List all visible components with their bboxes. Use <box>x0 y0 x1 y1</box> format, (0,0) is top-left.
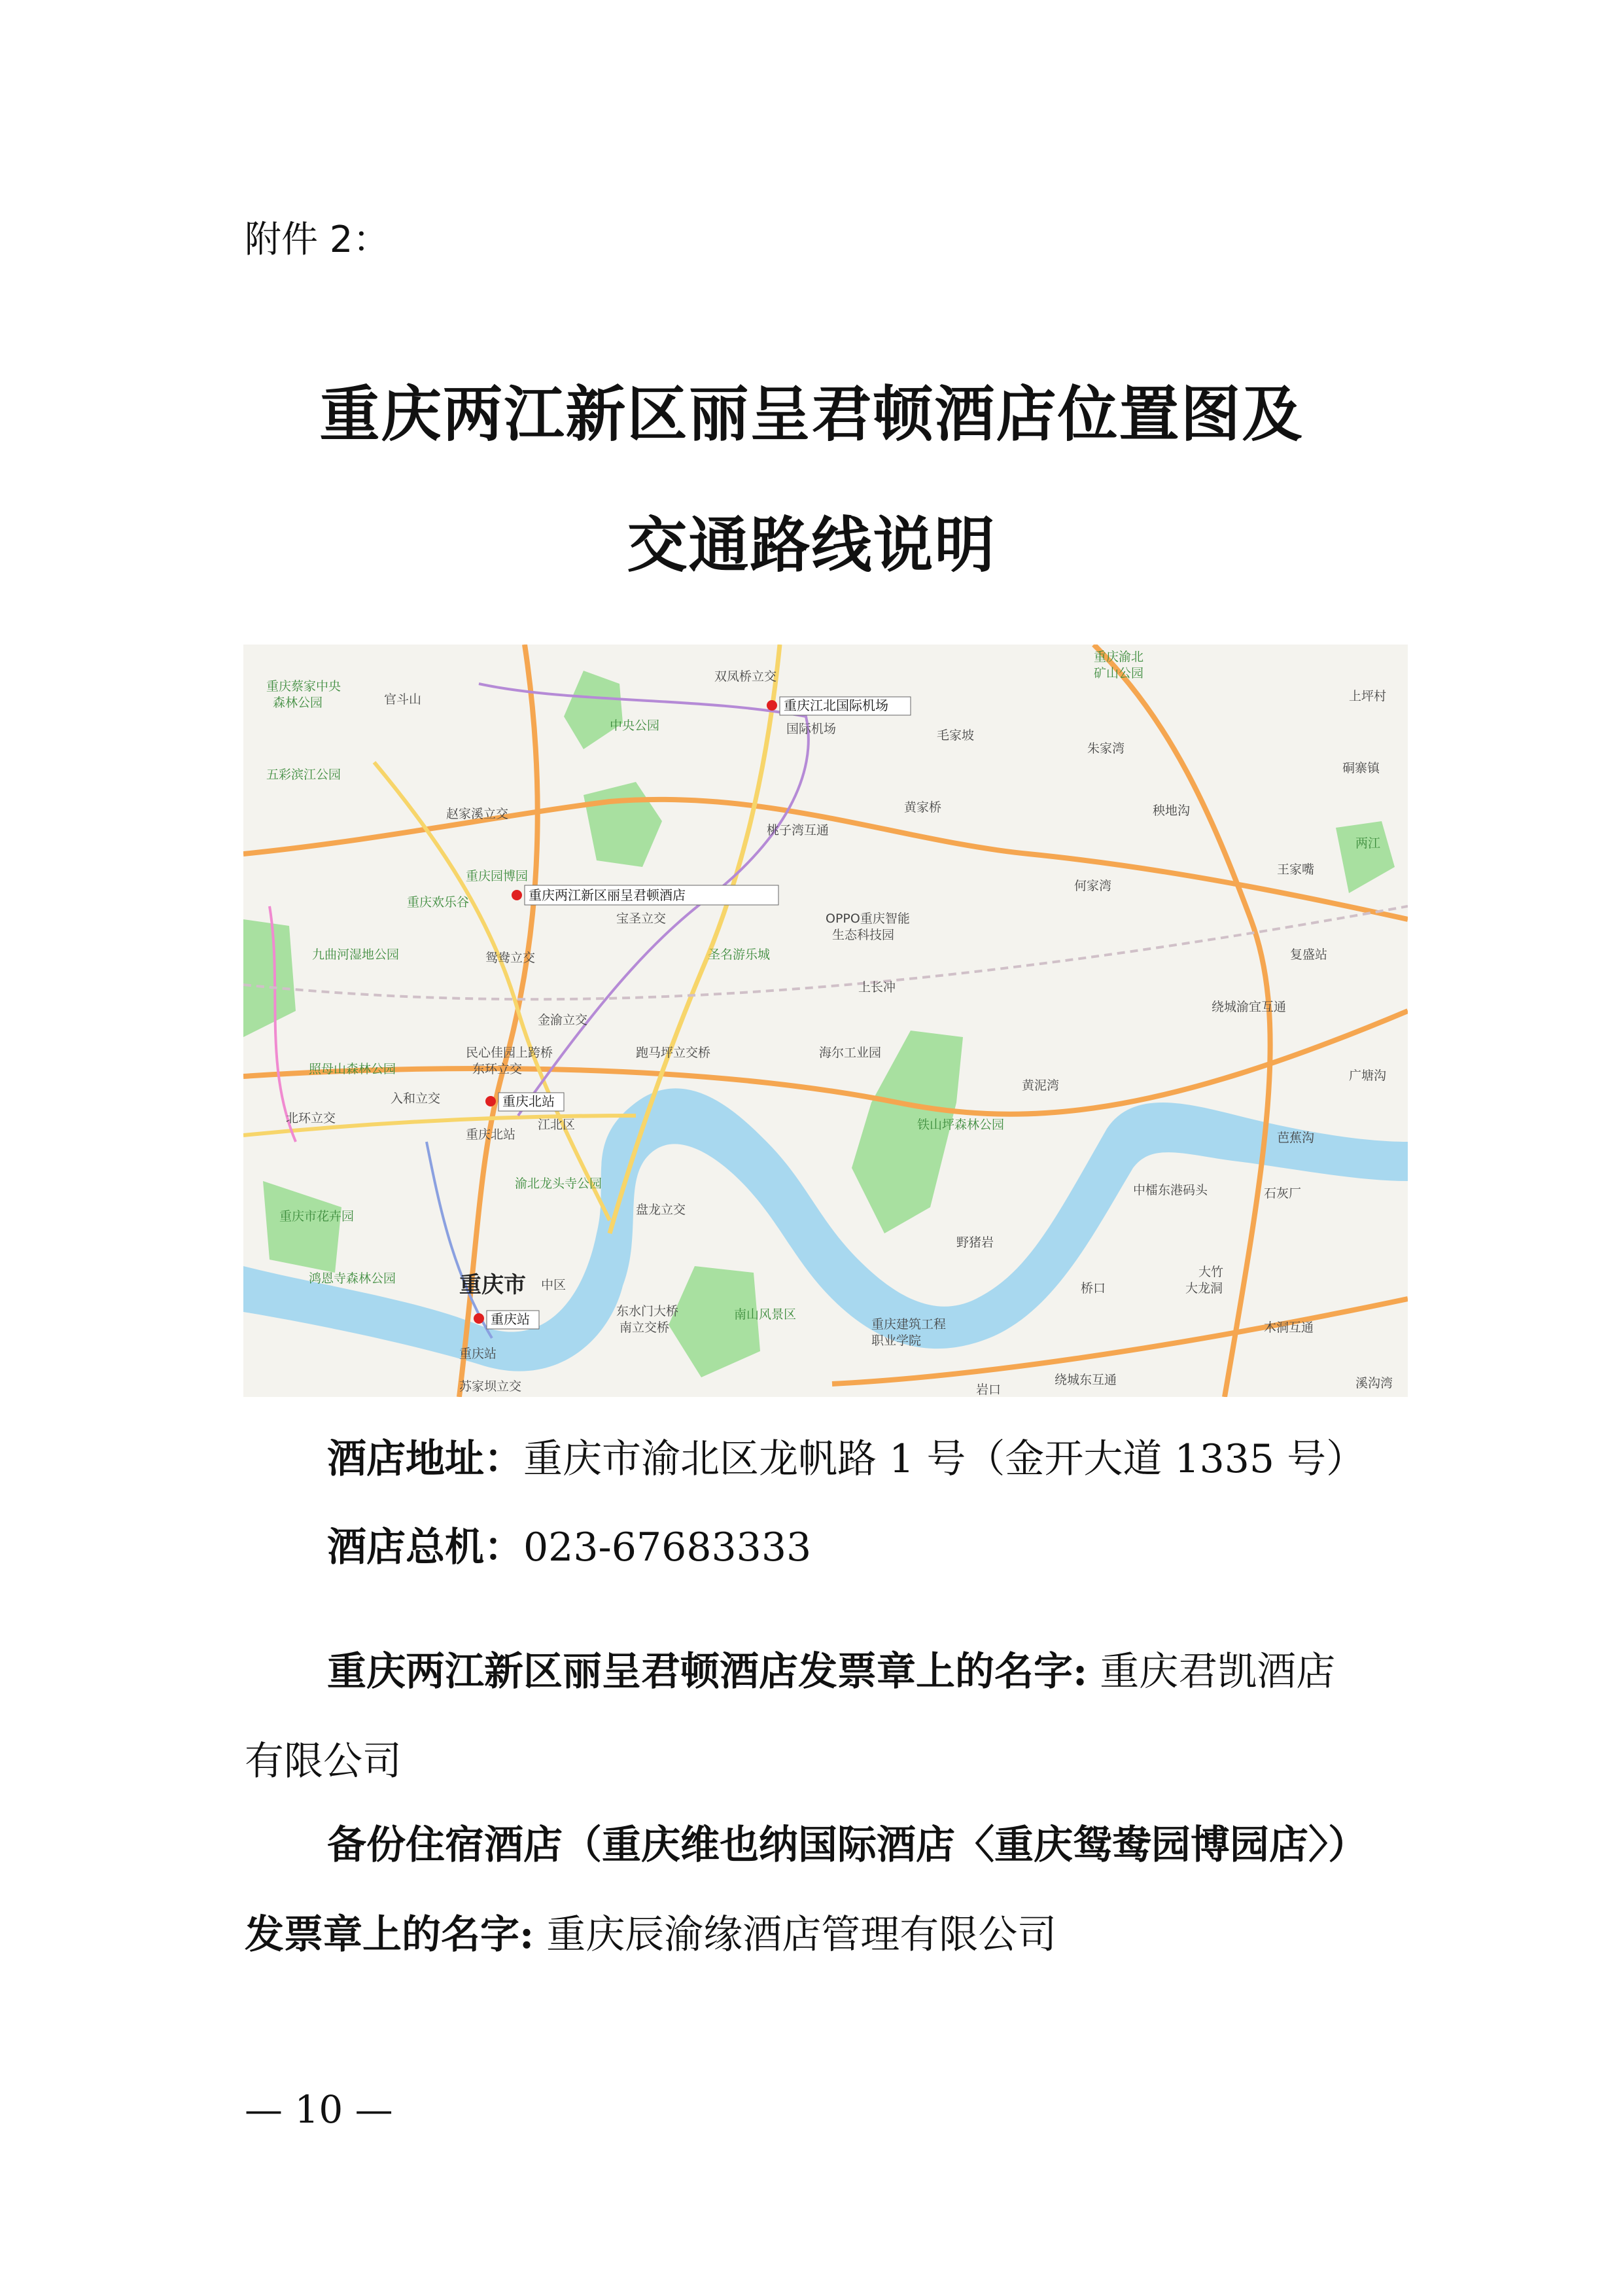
map-place-label: 木洞互通 <box>1264 1320 1314 1335</box>
map-place-label: 苏家坝立交 <box>459 1379 522 1394</box>
map-place-label: 黄家桥 <box>904 800 942 815</box>
map-place-label: 东环立交 <box>472 1062 523 1076</box>
backup-hotel-line: 备份住宿酒店（重庆维也纳国际酒店〈重庆鸳鸯园博园店〉） <box>327 1822 1367 1868</box>
invoice-line-cont: 有限公司 <box>245 1739 402 1784</box>
map-place-label: 重庆渝北 <box>1094 650 1144 664</box>
map-place-label: 圣名游乐城 <box>708 947 771 962</box>
map-place-label: 民心佳园上跨桥 <box>466 1046 553 1060</box>
map-place-label: 中央公园 <box>610 718 660 733</box>
map-place-label: 鸿恩寺森林公园 <box>309 1271 396 1286</box>
map-place-label: OPPO重庆智能 <box>826 911 910 926</box>
phone-line <box>327 1525 812 1570</box>
map-place-label: 南立交桥 <box>620 1320 670 1335</box>
map-place-label: 职业学院 <box>871 1333 922 1348</box>
map-place-label: 赵家溪立交 <box>446 807 509 821</box>
map-place-label: 海尔工业园 <box>819 1046 882 1060</box>
map-place-label: 大龙洞 <box>1185 1281 1223 1296</box>
map-place-label: 何家湾 <box>1074 879 1112 893</box>
map-place-label: 南山风景区 <box>734 1307 797 1322</box>
map-place-label: 宝圣立交 <box>616 911 667 926</box>
map-place-label: 大竹 <box>1198 1265 1224 1279</box>
backup-invoice-value: 重庆辰渝缘酒店管理有限公司 <box>534 1912 1057 1958</box>
map-place-label: 毛家坡 <box>937 728 975 743</box>
map-place-label: 野猪岩 <box>956 1235 994 1250</box>
airport-box-label: 重庆江北国际机场 <box>784 698 888 713</box>
map-place-label: 重庆欢乐谷 <box>407 895 470 910</box>
map-place-label: 东水门大桥 <box>616 1304 679 1318</box>
map-place-label: 五彩滨江公园 <box>266 768 341 782</box>
station-label: 重庆站 <box>491 1311 530 1327</box>
hotel-label: 重庆两江新区丽呈君顿酒店 <box>529 887 686 903</box>
address-label: 酒店地址： <box>327 1436 523 1482</box>
address-value: 重庆市渝北区龙帆路 1 号（金开大道 1335 号） <box>523 1436 1366 1482</box>
map-place-label: 复盛站 <box>1290 947 1328 962</box>
map-place-label: 北环立交 <box>286 1111 336 1125</box>
map-place-label: 矿山公园 <box>1094 666 1144 680</box>
city-label: 重庆市 <box>459 1272 526 1298</box>
map-place-label: 朱家湾 <box>1087 741 1125 756</box>
north-station-label: 重庆北站 <box>502 1093 555 1109</box>
page-number: — 10 — <box>245 2087 393 2132</box>
map-place-label: 重庆市花卉园 <box>279 1209 355 1224</box>
north-station-sublabel: 重庆北站 <box>466 1127 516 1142</box>
map-place-label: 硐寨镇 <box>1342 761 1380 775</box>
map-place-label: 中区 <box>541 1278 567 1292</box>
map-place-label: 重庆建筑工程 <box>871 1317 947 1332</box>
map-place-label: 盘龙立交 <box>636 1203 686 1217</box>
backup-invoice-label: 发票章上的名字: <box>245 1912 534 1958</box>
invoice-label: 重庆两江新区丽呈君顿酒店发票章上的名字: <box>327 1649 1088 1695</box>
map-place-label: 绕城东互通 <box>1055 1373 1117 1387</box>
phone-value: 023-67683333 <box>523 1525 812 1570</box>
map-place-label: 金渝立交 <box>538 1013 588 1027</box>
map-place-label: 渝北龙头寺公园 <box>515 1176 602 1191</box>
map-place-label: 秧地沟 <box>1153 804 1191 818</box>
map-place-label: 生态科技园 <box>832 928 895 942</box>
address-line <box>327 1436 1366 1482</box>
map-place-label: 溪沟湾 <box>1355 1376 1393 1390</box>
map-place-label: 桥口 <box>1081 1281 1106 1296</box>
map-place-label: 岩口 <box>976 1383 1002 1397</box>
map-place-label: 照母山森林公园 <box>309 1062 396 1076</box>
map-place-label: 跑马坪立交桥 <box>636 1046 711 1060</box>
backup-invoice-line <box>245 1912 1057 1958</box>
map-place-label: 上长冲 <box>858 980 896 995</box>
map-place-label: 中檑东港码头 <box>1133 1183 1208 1197</box>
map-place-label: 石灰厂 <box>1264 1186 1302 1201</box>
map-place-label: 王家嘴 <box>1277 862 1315 877</box>
phone-label: 酒店总机： <box>327 1525 523 1570</box>
map-place-label: 铁山坪森林公园 <box>917 1118 1005 1132</box>
invoice-value: 重庆君凯酒店 <box>1087 1649 1336 1695</box>
map-place-label: 江北区 <box>538 1118 576 1132</box>
attachment-label: 附件 2： <box>245 219 390 261</box>
map-place-label: 黄泥湾 <box>1022 1078 1060 1093</box>
map-place-label: 桃子湾互通 <box>767 823 829 838</box>
map-place-label: 入和立交 <box>391 1091 441 1106</box>
map-place-label: 九曲河湿地公园 <box>312 947 400 962</box>
map-place-label: 绕城渝宜互通 <box>1212 1000 1287 1014</box>
map-place-label: 双凤桥立交 <box>714 669 777 684</box>
map-place-label: 芭蕉沟 <box>1277 1131 1315 1145</box>
hotel-marker[interactable] <box>512 885 778 905</box>
map-place-label: 上坪村 <box>1349 689 1387 703</box>
station-sublabel: 重庆站 <box>459 1347 497 1361</box>
title-line-1: 重庆两江新区丽呈君顿酒店位置图及 <box>319 379 1304 450</box>
map-place-label: 重庆园博园 <box>466 869 529 883</box>
map-place-label: 鸳鸯立交 <box>485 951 536 965</box>
map-place-label: 官斗山 <box>384 692 422 707</box>
airport-label: 国际机场 <box>786 722 837 736</box>
title-line-2: 交通路线说明 <box>627 510 996 580</box>
map-place-label: 重庆蔡家中央 <box>266 679 341 694</box>
map-place-label: 森林公园 <box>273 696 323 710</box>
map-place-label: 两江 <box>1355 836 1381 851</box>
location-map <box>243 645 1408 1397</box>
invoice-line <box>327 1649 1336 1695</box>
map-place-label: 广塘沟 <box>1349 1069 1387 1083</box>
